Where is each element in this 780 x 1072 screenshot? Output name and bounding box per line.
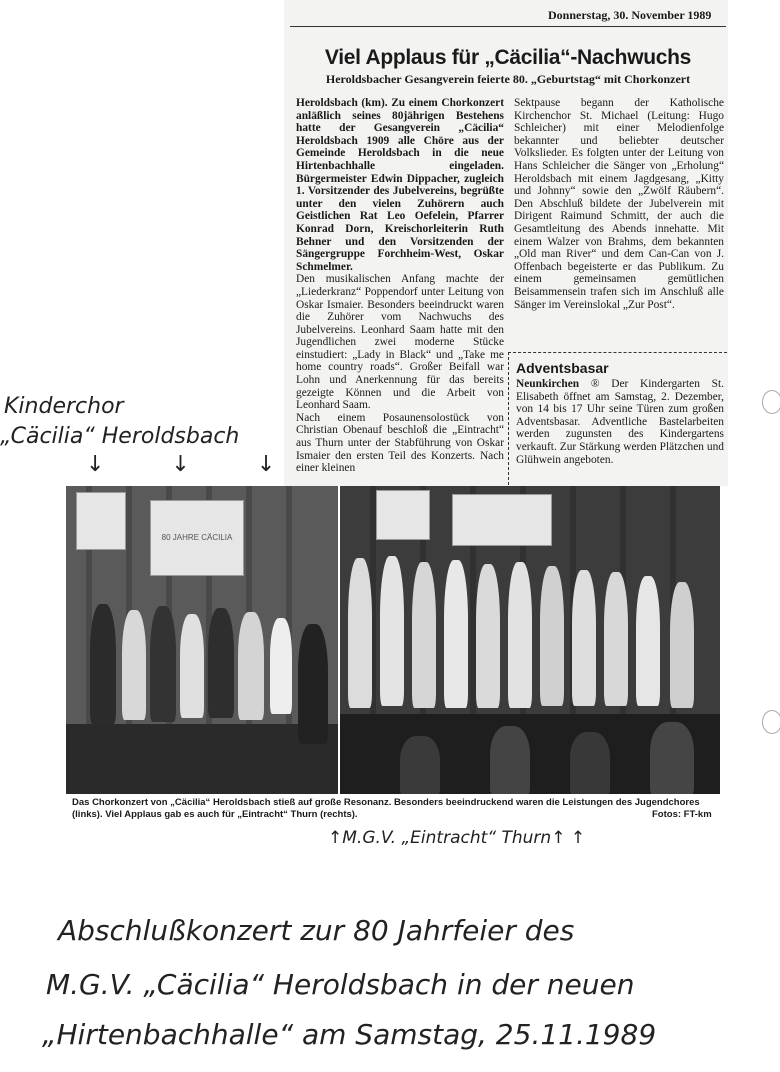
adventsbasar-title: Adventsbasar: [516, 360, 609, 376]
article-subheadline: Heroldsbacher Gesangverein feierte 80. „Geburtstag“ mit Chorkonzert: [325, 72, 691, 86]
article-lead: Heroldsbach (km). Zu einem Chorkonzert anläßlich seines 80jährigen Bestehens hatte der Gesangverein „Cäcilia“ Heroldsbach 1909 alle Chöre aus der Gemeinde Heroldsbach in die neue Hirtenbachhalle eingeladen. Bürgermeister Edwin Dippacher, zugleich 1. Vorsitzender des Jubelvereins, begrüßte unter den vielen Zuhörern auch Geistlichen Rat Leo Oefelein, Pfarrer Konrad Dorn, Kreischorleiterin Ruth Behner und den Vorsitzenden der Sängergruppe Forchheim-West, Oskar Schmelmer.: [296, 97, 504, 273]
handwritten-label-kinderchor: Kinderchor: [4, 394, 124, 419]
punch-hole: [762, 710, 780, 734]
handwritten-arrows-down: ↓ ↓ ↓: [86, 452, 306, 477]
photo-mens-choir: [340, 486, 720, 794]
handwritten-label-eintracht: ↑M.G.V. „Eintracht“ Thurn↑ ↑: [328, 828, 586, 848]
article-headline: Viel Applaus für „Cäcilia“-Nachwuchs: [324, 46, 692, 69]
punch-hole: [762, 390, 780, 414]
handwritten-note-line-1: Abschlußkonzert zur 80 Jahrfeier des: [58, 914, 575, 947]
article-column-2: [514, 97, 724, 311]
photo-children-choir: [66, 486, 338, 794]
handwritten-label-cacilia: „Cäcilia“ Heroldsbach: [0, 424, 240, 449]
photo-caption: Das Chorkonzert von „Cäcilia“ Heroldsbach stieß auf große Resonanz. Besonders beeindruckend waren die Leistungen des Jugendchores (links). Viel Applaus gab es auch für „Eintracht“ Thurn (rechts).: [72, 797, 700, 820]
adventsbasar-body: Der Kindergarten St. Elisabeth öffnet am Samstag, 2. Dezember, von 14 bis 17 Uhr seine Türen zum großen Adventsbasar. Adventliche Bastelarbeiten werden zugunsten des Kindergartens verkauft. Zur Stärkung werden Plätzchen und Glühwein angeboten.: [516, 378, 724, 466]
handwritten-note-line-2: M.G.V. „Cäcilia“ Heroldsbach in der neuen: [46, 968, 635, 1001]
cacilia-banner: 80 JAHRE CÄCILIA: [150, 500, 244, 576]
adventsbasar-place: Neunkirchen: [516, 378, 580, 390]
handwritten-note-line-3: „Hirtenbachhalle“ am Samstag, 25.11.1989: [42, 1018, 657, 1051]
article-paragraph: Sektpause begann der Katholische Kirchenchor St. Michael (Leitung: Hugo Schleicher) mit einer Melodienfolge bekannter und beliebter deutscher Volkslieder. Es folgten unter der Leitung von Hans Schleicher die Sänger von „Erholung“ Heroldsbach mit einem Jagdgesang, „Kitty und Johnny“ sowie den „Zwölf Räubern“. Den Abschluß bildete der Jubelverein mit Dirigent Raimund Schmitt, der auch die Gesamtleitung des Abends innehatte. Mit einem Walzer von Brahms, dem bekannten „Old man River“ und dem Can-Can von J. Offenbach begeisterte er das Publikum. Zu einem gemeinsamen gemütlichen Beisammensein trafen sich im Anschluß alle Sänger im Vereinslokal „Zur Post“.: [514, 97, 724, 311]
article-column-1: [296, 97, 504, 475]
town-seal-icon: ®: [590, 378, 600, 390]
crest-flag: [376, 490, 430, 540]
adventsbasar-text: [516, 378, 724, 466]
article-paragraph: Den musikalischen Anfang machte der „Liederkranz“ Poppendorf unter Leitung von Oskar Ismaier. Besonders beeindruckt waren die Zuhörer vom Nachwuchs des Jubelvereins. Leonhard Saam hatte mit den Jugendlichen zwei moderne Stücke einstudiert: „Lady in Black“ und „Take me home country roads“. Großer Beifall war Lohn und Anerkennung für das bereits gezeigte Können und die Arbeit von Leonhard Saam.: [296, 273, 504, 412]
crest-flag: [76, 492, 126, 550]
header-rule: [290, 26, 726, 27]
photo-credit: Fotos: FT-km: [652, 809, 712, 820]
cacilia-banner: [452, 494, 552, 546]
article-paragraph: Nach einem Posaunensolostück von Christian Obenauf beschloß die „Eintracht“ aus Thurn unter der Stabführung von Oskar Ismaier den ersten Teil des Konzerts. Nach einer kleinen: [296, 411, 504, 475]
clipping-date: Donnerstag, 30. November 1989: [548, 8, 712, 22]
